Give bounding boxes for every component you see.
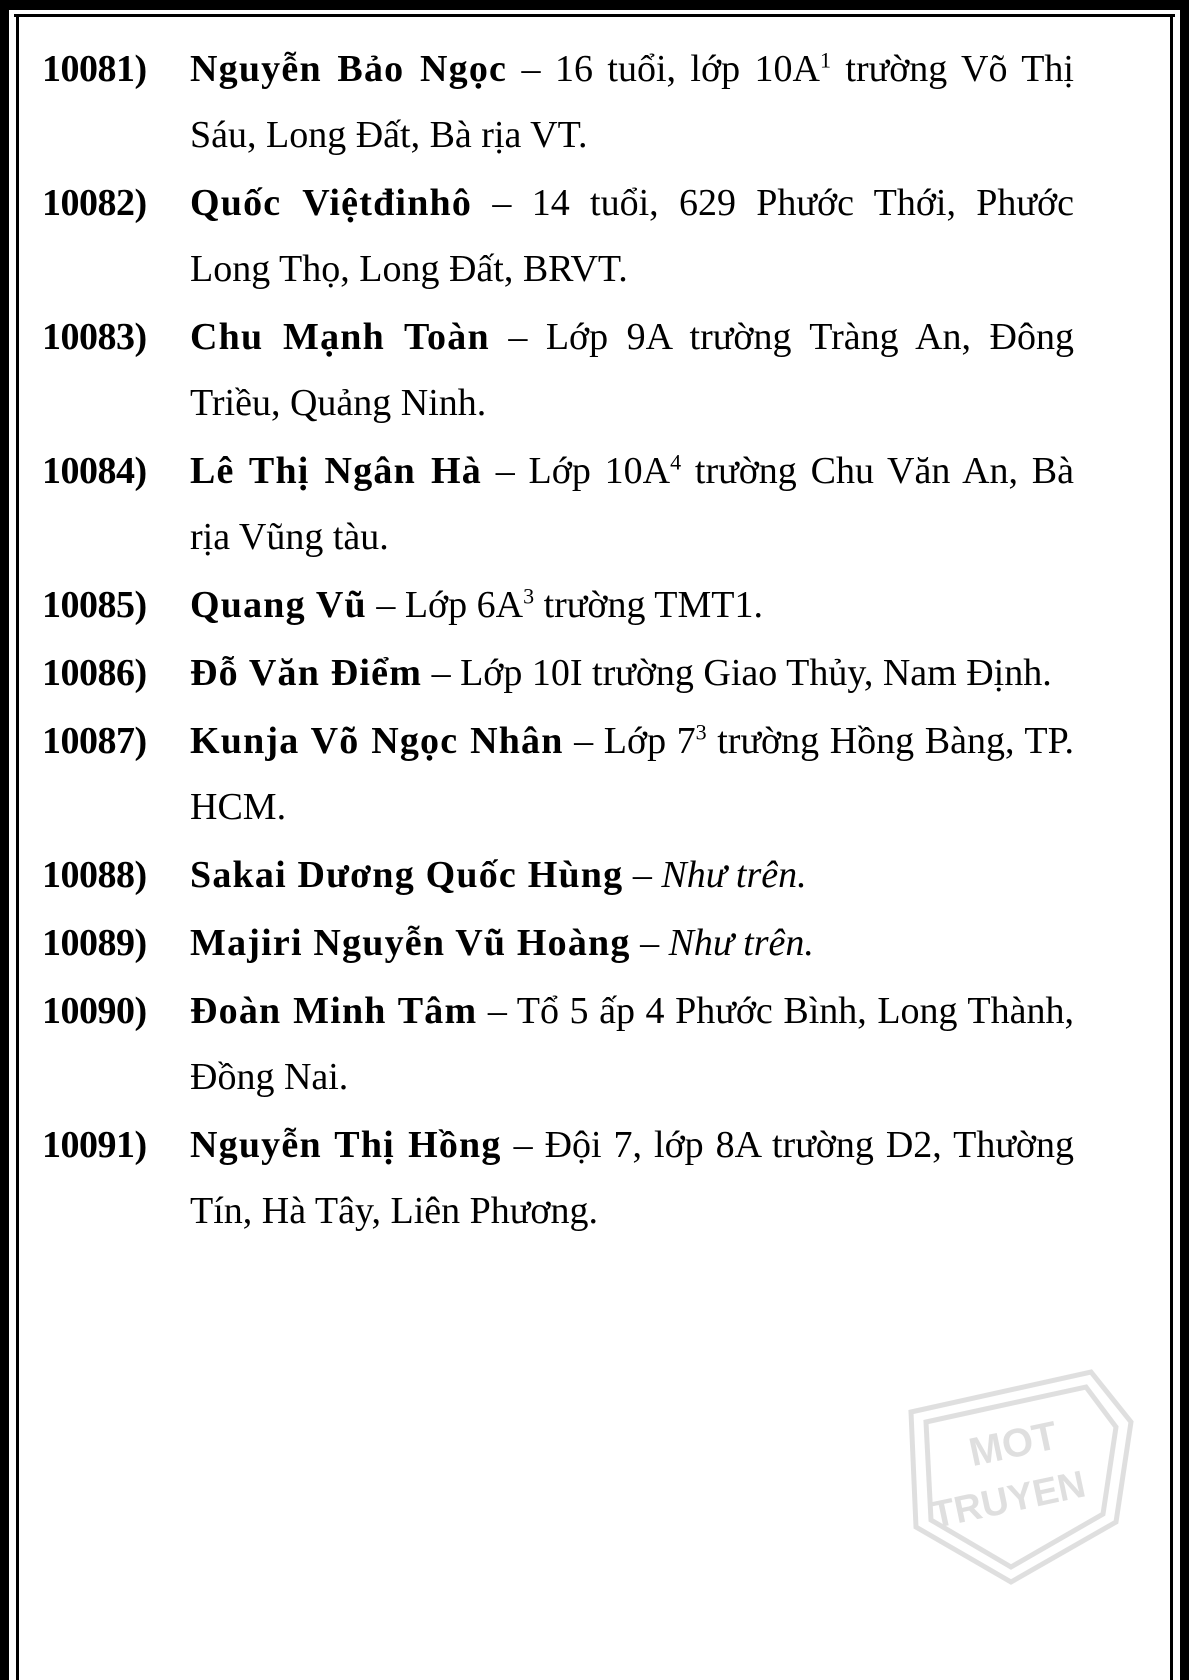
page-border-top (0, 0, 1189, 10)
entry-name: Lê Thị Ngân Hà (190, 450, 482, 492)
entry-desc: Lớp 10A (528, 450, 671, 492)
page-border-right (1180, 0, 1189, 1680)
entry-name: Đoàn Minh Tâm (190, 990, 478, 1032)
entry-superscript: 1 (819, 47, 831, 73)
entry-body (190, 640, 1074, 706)
entry-body (190, 978, 1074, 1110)
page-border-inner-left (16, 14, 19, 1680)
entry-body (190, 170, 1074, 302)
entry-body (190, 708, 1074, 840)
list-item (42, 842, 1074, 908)
entry-number: 10081) (42, 48, 147, 90)
entry-desc-tail: trường Võ Thị Sáu, Long Đất, Bà rịa VT. (190, 48, 1074, 156)
entry-desc: Như trên. (668, 922, 814, 964)
watermark-logo (891, 1352, 1141, 1602)
entry-desc: Lớp 6A (404, 584, 524, 626)
entry-desc: Lớp 9A trường Tràng An, Đông Triều, Quảng Ninh. (190, 316, 1075, 424)
entry-dash: – (623, 854, 662, 896)
svg-text:TRUYEN: TRUYEN (927, 1463, 1090, 1538)
entry-desc: 16 tuổi, lớp 10A (554, 48, 820, 90)
list-item (42, 304, 1074, 436)
entry-body (190, 304, 1074, 436)
entry-number: 10088) (42, 854, 147, 896)
entry-superscript: 3 (523, 583, 535, 609)
entry-number: 10085) (42, 584, 147, 626)
entry-dash: – (366, 584, 405, 626)
entry-name: Nguyễn Thị Hồng (190, 1124, 502, 1166)
entry-body (190, 842, 1074, 908)
entry-desc-tail: trường TMT1. (534, 584, 764, 626)
entry-desc: Lớp 10I trường Giao Thủy, Nam Định. (460, 652, 1052, 694)
entry-number: 10090) (42, 990, 147, 1032)
entry-dash: – (422, 652, 461, 694)
entry-dash: – (477, 990, 517, 1032)
entry-dash: – (489, 316, 546, 358)
entry-number: 10083) (42, 316, 147, 358)
entry-list (42, 36, 1074, 1246)
list-item (42, 1112, 1074, 1244)
entry-name: Quốc Việtđinhô (190, 182, 473, 224)
list-item (42, 438, 1074, 570)
page-border-inner-right (1170, 14, 1173, 1680)
entry-number: 10087) (42, 720, 147, 762)
list-item (42, 640, 1074, 706)
entry-name: Đỗ Văn Điểm (190, 652, 423, 694)
entry-dash: – (630, 922, 669, 964)
entry-dash: – (563, 720, 604, 762)
entry-number: 10091) (42, 1124, 147, 1166)
page-border-left (0, 0, 9, 1680)
list-item (42, 36, 1074, 168)
list-item (42, 910, 1074, 976)
entry-desc-tail: trường Chu Văn An, Bà rịa Vũng tàu. (190, 450, 1075, 558)
entry-body (190, 1112, 1074, 1244)
entry-dash: – (501, 1124, 545, 1166)
entry-name: Quang Vũ (190, 584, 367, 626)
entry-desc: Lớp 7 (603, 720, 696, 762)
entry-number: 10089) (42, 922, 147, 964)
entry-dash: – (481, 450, 529, 492)
entry-name: Sakai Dương Quốc Hùng (190, 854, 624, 896)
entry-dash: – (507, 48, 555, 90)
entry-number: 10082) (42, 182, 147, 224)
entry-desc: Đội 7, lớp 8A trường D2, Thường Tín, Hà Tây, Liên Phương. (190, 1124, 1075, 1232)
list-item (42, 708, 1074, 840)
entry-dash: – (472, 182, 532, 224)
entry-body (190, 572, 1074, 638)
entry-name: Chu Mạnh Toàn (190, 316, 490, 358)
entry-name: Nguyễn Bảo Ngọc (190, 48, 508, 90)
entry-number: 10086) (42, 652, 147, 694)
list-item (42, 572, 1074, 638)
entry-body (190, 36, 1074, 168)
entry-superscript: 3 (695, 719, 707, 745)
entry-desc-tail: trường Hồng Bàng, TP. HCM. (190, 720, 1074, 828)
entry-number: 10084) (42, 450, 147, 492)
entry-desc: Như trên. (661, 854, 807, 896)
entry-body (190, 910, 1074, 976)
svg-text:MOT: MOT (965, 1413, 1062, 1476)
list-item (42, 978, 1074, 1110)
entry-desc: Tổ 5 ấp 4 Phước Bình, Long Thành, Đồng Nai. (190, 990, 1074, 1098)
entry-superscript: 4 (670, 449, 682, 475)
page-border-inner-top (14, 14, 1175, 17)
entry-body (190, 438, 1074, 570)
entry-name: Kunja Võ Ngọc Nhân (190, 720, 564, 762)
entry-desc: 14 tuổi, 629 Phước Thới, Phước Long Thọ, Long Đất, BRVT. (190, 182, 1074, 290)
entry-name: Majiri Nguyễn Vũ Hoàng (190, 922, 631, 964)
list-item (42, 170, 1074, 302)
